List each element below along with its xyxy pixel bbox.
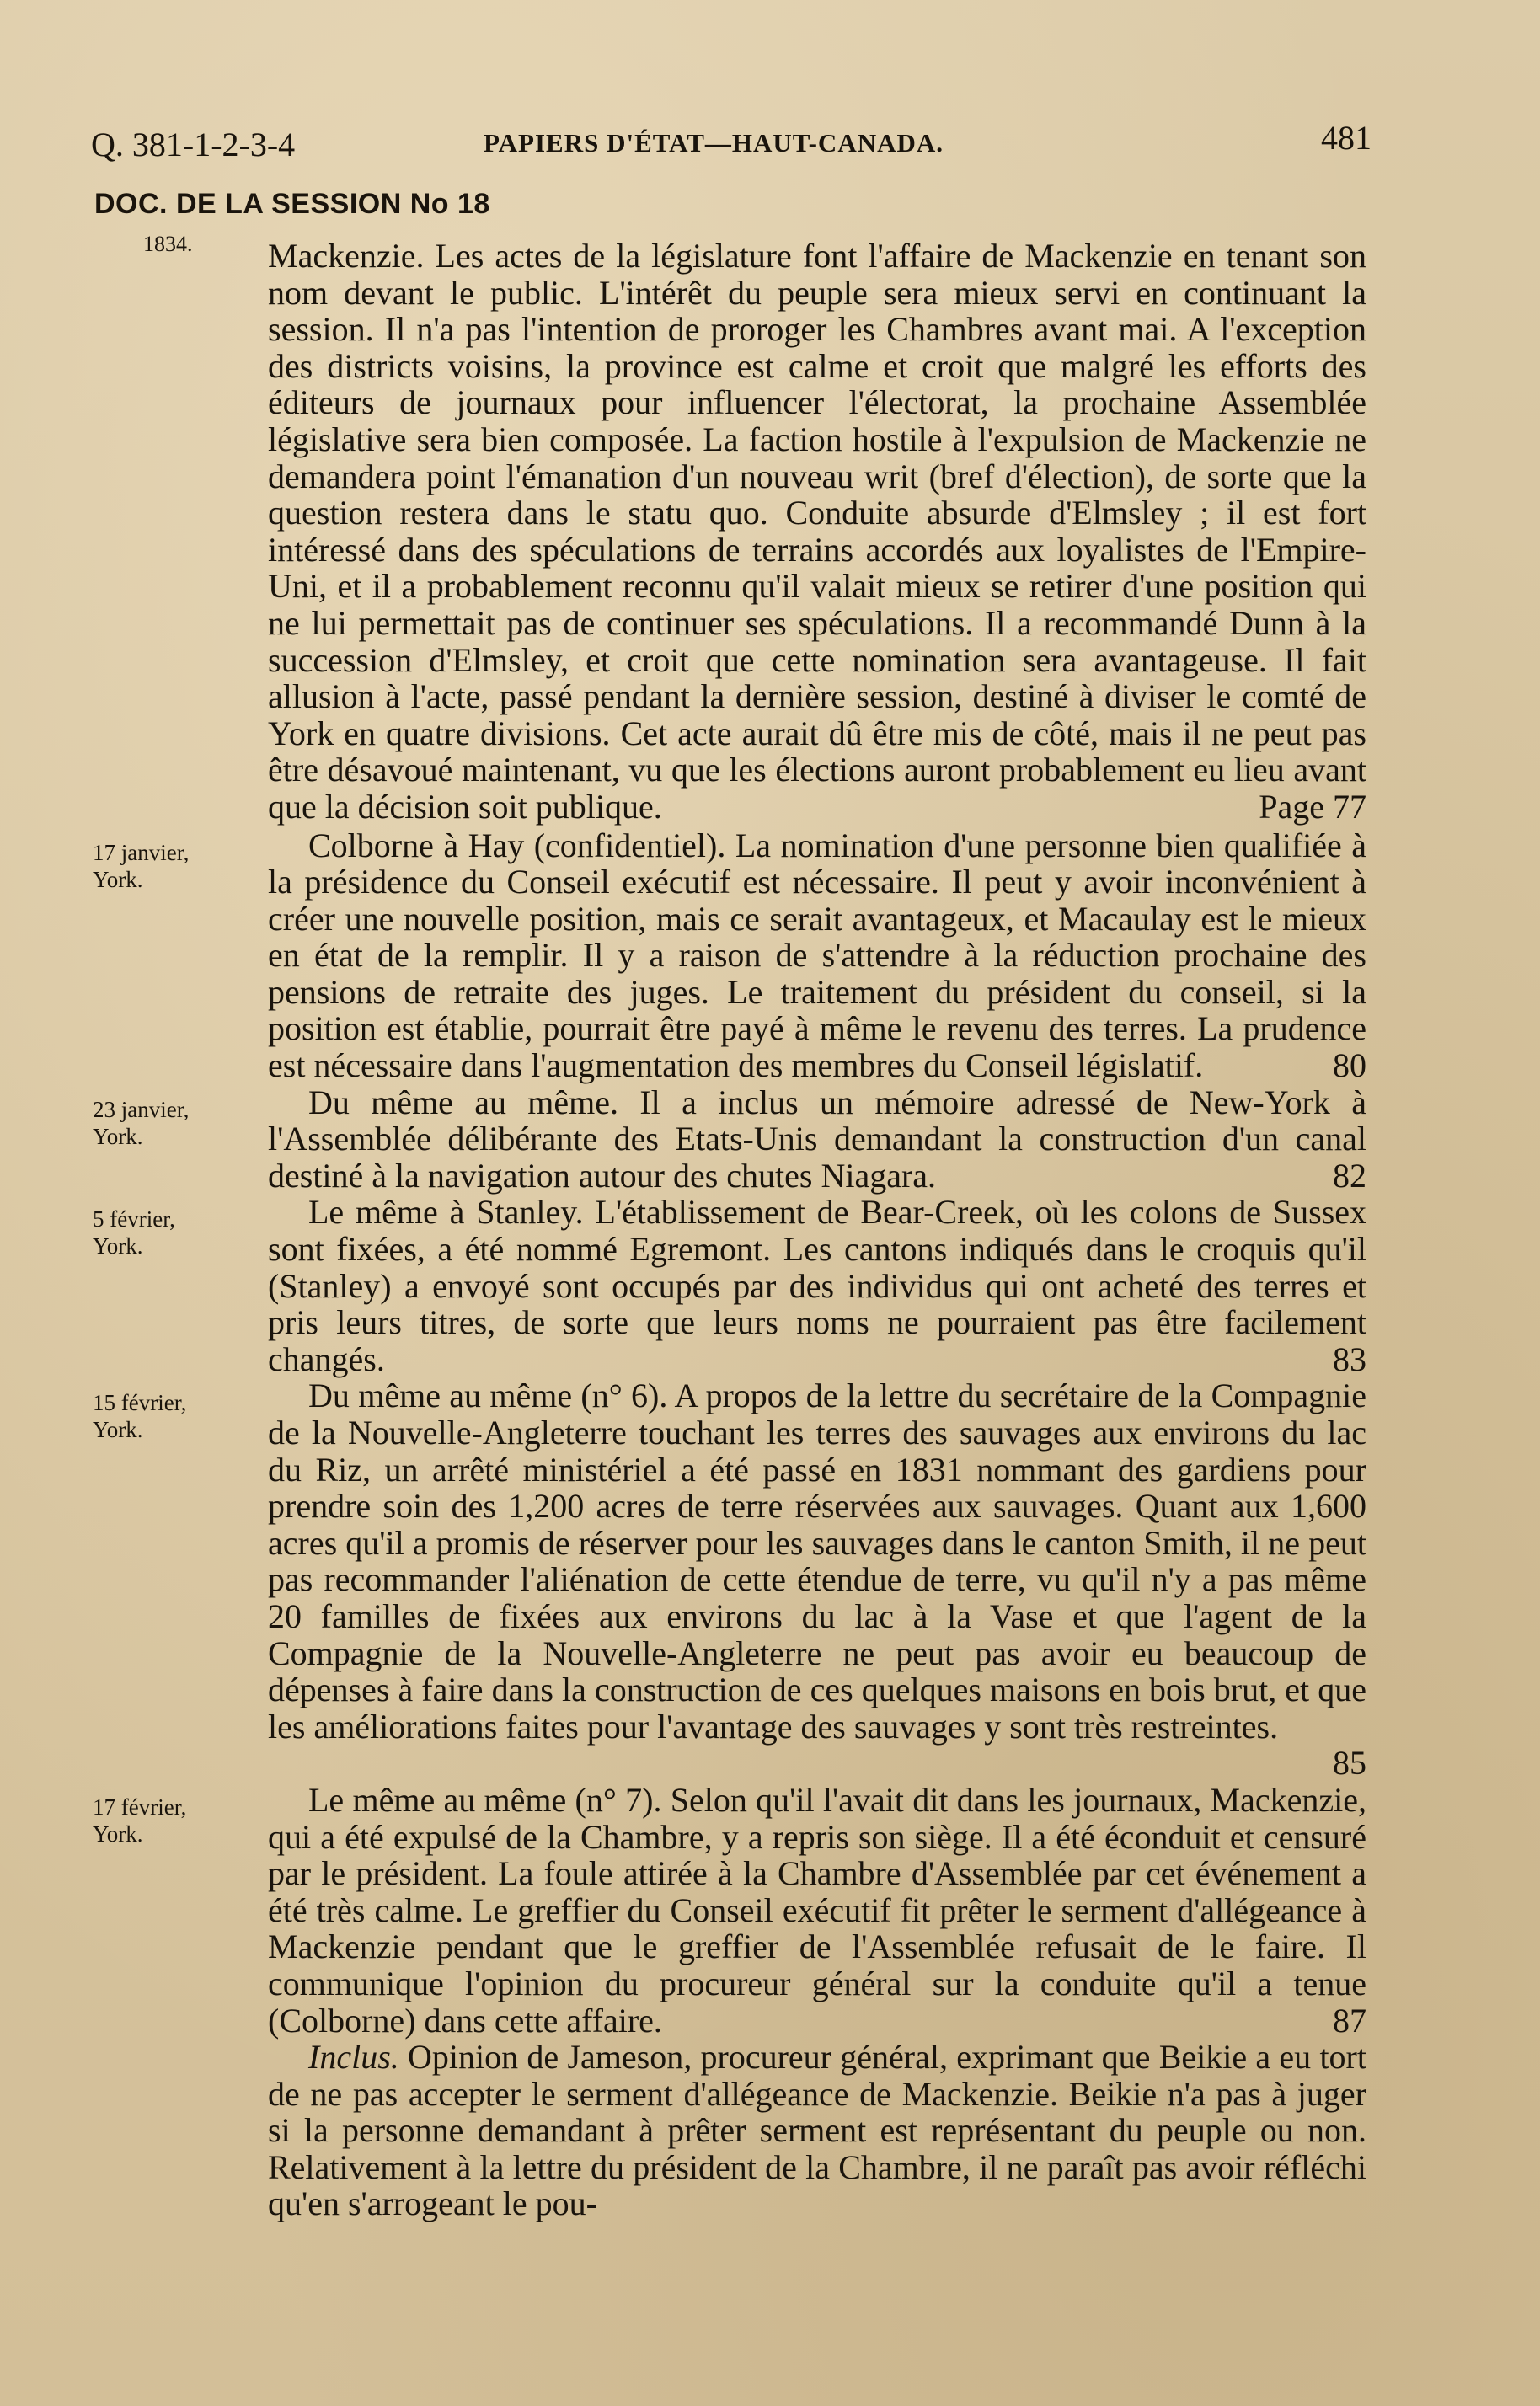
- entry-paragraph: [268, 1377, 1366, 1783]
- page-number: 481: [1321, 119, 1372, 157]
- page-reference: 87: [1333, 2001, 1366, 2040]
- entry-body: [268, 1194, 1366, 1377]
- date-margin-note: [93, 1096, 253, 1150]
- running-head: [91, 118, 1372, 168]
- entry-5-fevrier: [0, 1194, 1540, 1377]
- date-day: 23 janvier,: [93, 1096, 190, 1122]
- session-heading: DOC. DE LA SESSION No 18: [94, 188, 490, 220]
- page-reference: 80: [1333, 1046, 1366, 1085]
- date-margin-note: [93, 1206, 253, 1259]
- page-reference: 82: [1333, 1156, 1366, 1195]
- entry-17-fevrier: [0, 1782, 1540, 2039]
- date-day: 15 février,: [93, 1390, 187, 1416]
- entry-body: [268, 1377, 1366, 1782]
- page-reference: Page 77: [1259, 787, 1366, 826]
- enclosure-label: Inclus.: [308, 2038, 399, 2077]
- entry-paragraph: [268, 1782, 1366, 2039]
- date-place: York.: [93, 866, 143, 892]
- date-day: 17 février,: [93, 1794, 187, 1820]
- year-note: 1834.: [143, 232, 193, 256]
- date-place: York.: [93, 1233, 143, 1259]
- date-place: York.: [93, 1417, 143, 1443]
- entry-text: Du même au même. Il a inclus un mémoire adressé de New-York à l'Assemblée délibérante des Etats-Unis demandant la construction d'un canal destiné à la navigation autour des chutes Niagara.: [268, 1083, 1366, 1195]
- entry-text: Mackenzie. Les actes de la législature font l'affaire de Mackenzie en tenant son nom devant le public. L'intérêt du peuple sera mieux servi en continuant la session. Il n'a pas l'intention de proroger les Chambres avant mai. A l'exception des districts voisins, la province est calme et croit que malgré les efforts des éditeurs de journaux pour influencer l'électorat, la prochaine Assemblée législative sera bien composée. La faction hostile à l'expulsion de Mackenzie ne demandera point l'émanation d'un nouveau writ (bref d'élection), de sorte que la question restera dans le statu quo. Conduite absurde d'Elmsley ; il est fort intéressé dans des spéculations de terrains accordés aux loyalistes de l'Empire-Uni, et il a probablement reconnu qu'il valait mieux se retirer d'une position qui ne lui permettait pas de continuer ses spéculations. Il a recommandé Dunn à la succession d'Elmsley, et croit que cette nomination sera avantageuse. Il fait allusion à l'acte, passé pendant la dernière session, destiné à diviser le comté de York en quatre divisions. Cet acte aurait dû être mis de côté, mais il ne peut pas être désavoué maintenant, vu que les élections auront probablement eu lieu avant que la décision soit publique.: [268, 237, 1366, 826]
- entry-text: Du même au même (n° 6). A propos de la lettre du secrétaire de la Compagnie de la Nouvelle-Angleterre touchant les terres des sauvages aux environs du lac du Riz, un arrêté ministériel a été passé en 1831 nommant des gardiens pour prendre soin des 1,200 acres de terre réservées aux sauvages. Quant aux 1,600 acres qu'il a promis de réserver pour les sauvages dans le canton Smith, il ne peut pas recommander l'aliénation de cette étendue de terre, vu qu'il n'y a pas même 20 familles de fixées aux environs du lac à la Vase et que l'agent de la Compagnie de la Nouvelle-Angleterre ne peut pas avoir eu beaucoup de dépenses à faire dans la construction de ces quelques maisons en bois brut, et que les améliorations faites pour l'avantage des sauvages y sont très restreintes.: [268, 1377, 1366, 1746]
- archive-reference: Q. 381-1-2-3-4: [91, 126, 296, 163]
- running-title: PAPIERS D'ÉTAT—HAUT-CANADA.: [484, 128, 944, 158]
- entry-paragraph: [268, 1194, 1366, 1377]
- entries: [0, 238, 1540, 2222]
- date-day: 17 janvier,: [93, 839, 190, 865]
- entry-body: [268, 238, 1366, 826]
- entry-text: Opinion de Jameson, procureur général, exprimant que Beikie a eu tort de ne pas accepter le serment d'allégeance de Mackenzie. Beikie n'a pas à juger si la personne demandant à prêter serment est représentant du peuple ou non. Relativement à la lettre du président de la Chambre, il ne paraît pas avoir réfléchi qu'en s'arrogeant le pou-: [268, 2038, 1366, 2223]
- entry-23-janvier: [0, 1084, 1540, 1195]
- date-place: York.: [93, 1821, 143, 1847]
- entry-text: Le même au même (n° 7). Selon qu'il l'avait dit dans les journaux, Mackenzie, qui a été expulsé de la Chambre, y a repris son siège. Il a été éconduit et censuré par le président. La foule attirée à la Chambre d'Assemblée par cet événement a été très calme. Le greffier du Conseil exécutif fit prêter le serment d'allégeance à Mackenzie pendant que le greffier de l'Assemblée refusait de le faire. Il communique l'opinion du procureur général sur la conduite qu'il a tenue (Colborne) dans cette affaire.: [268, 1780, 1366, 2040]
- entry-body: [268, 1084, 1366, 1195]
- entry-text: Le même à Stanley. L'établissement de Bear-Creek, où les colons de Sussex sont fixées, a été nommé Egremont. Les cantons indiqués dans le croquis qu'il (Stanley) a envoyé sont occupés par des individus qui ont acheté des terres et pris leurs titres, de sorte que leurs noms ne pourraient pas être facilement changés.: [268, 1193, 1366, 1378]
- entry-body: [268, 827, 1366, 1084]
- page-reference: 85: [1333, 1744, 1366, 1783]
- date-place: York.: [93, 1123, 143, 1149]
- date-margin-note: [93, 1794, 253, 1847]
- date-margin-note: [93, 839, 253, 893]
- entry-paragraph: [268, 2039, 1366, 2222]
- page-reference: 83: [1333, 1339, 1366, 1378]
- entry-body: [268, 1782, 1366, 2039]
- entry-15-fevrier: [0, 1377, 1540, 1782]
- entry-paragraph: [268, 238, 1366, 826]
- entry-enclosure: [0, 2039, 1540, 2222]
- entry-body: [268, 2039, 1366, 2222]
- entry-paragraph: [268, 827, 1366, 1084]
- entry-paragraph: [268, 1084, 1366, 1195]
- entry-mackenzie-continued: [0, 238, 1540, 826]
- entry-17-janvier: [0, 827, 1540, 1084]
- date-day: 5 février,: [93, 1206, 175, 1232]
- date-margin-note: [93, 1389, 253, 1443]
- entry-text: Colborne à Hay (confidentiel). La nomination d'une personne bien qualifiée à la présidence du Conseil exécutif est nécessaire. Il peut y avoir inconvénient à créer une nouvelle position, mais ce serait avantageux, et Macaulay est le mieux en état de la remplir. Il y a raison de s'attendre à la réduction prochaine des pensions de retraite des juges. Le traitement du président du conseil, si la position est établie, pourrait être payé à même le revenu des terres. La prudence est nécessaire dans l'augmentation des membres du Conseil législatif.: [268, 826, 1366, 1085]
